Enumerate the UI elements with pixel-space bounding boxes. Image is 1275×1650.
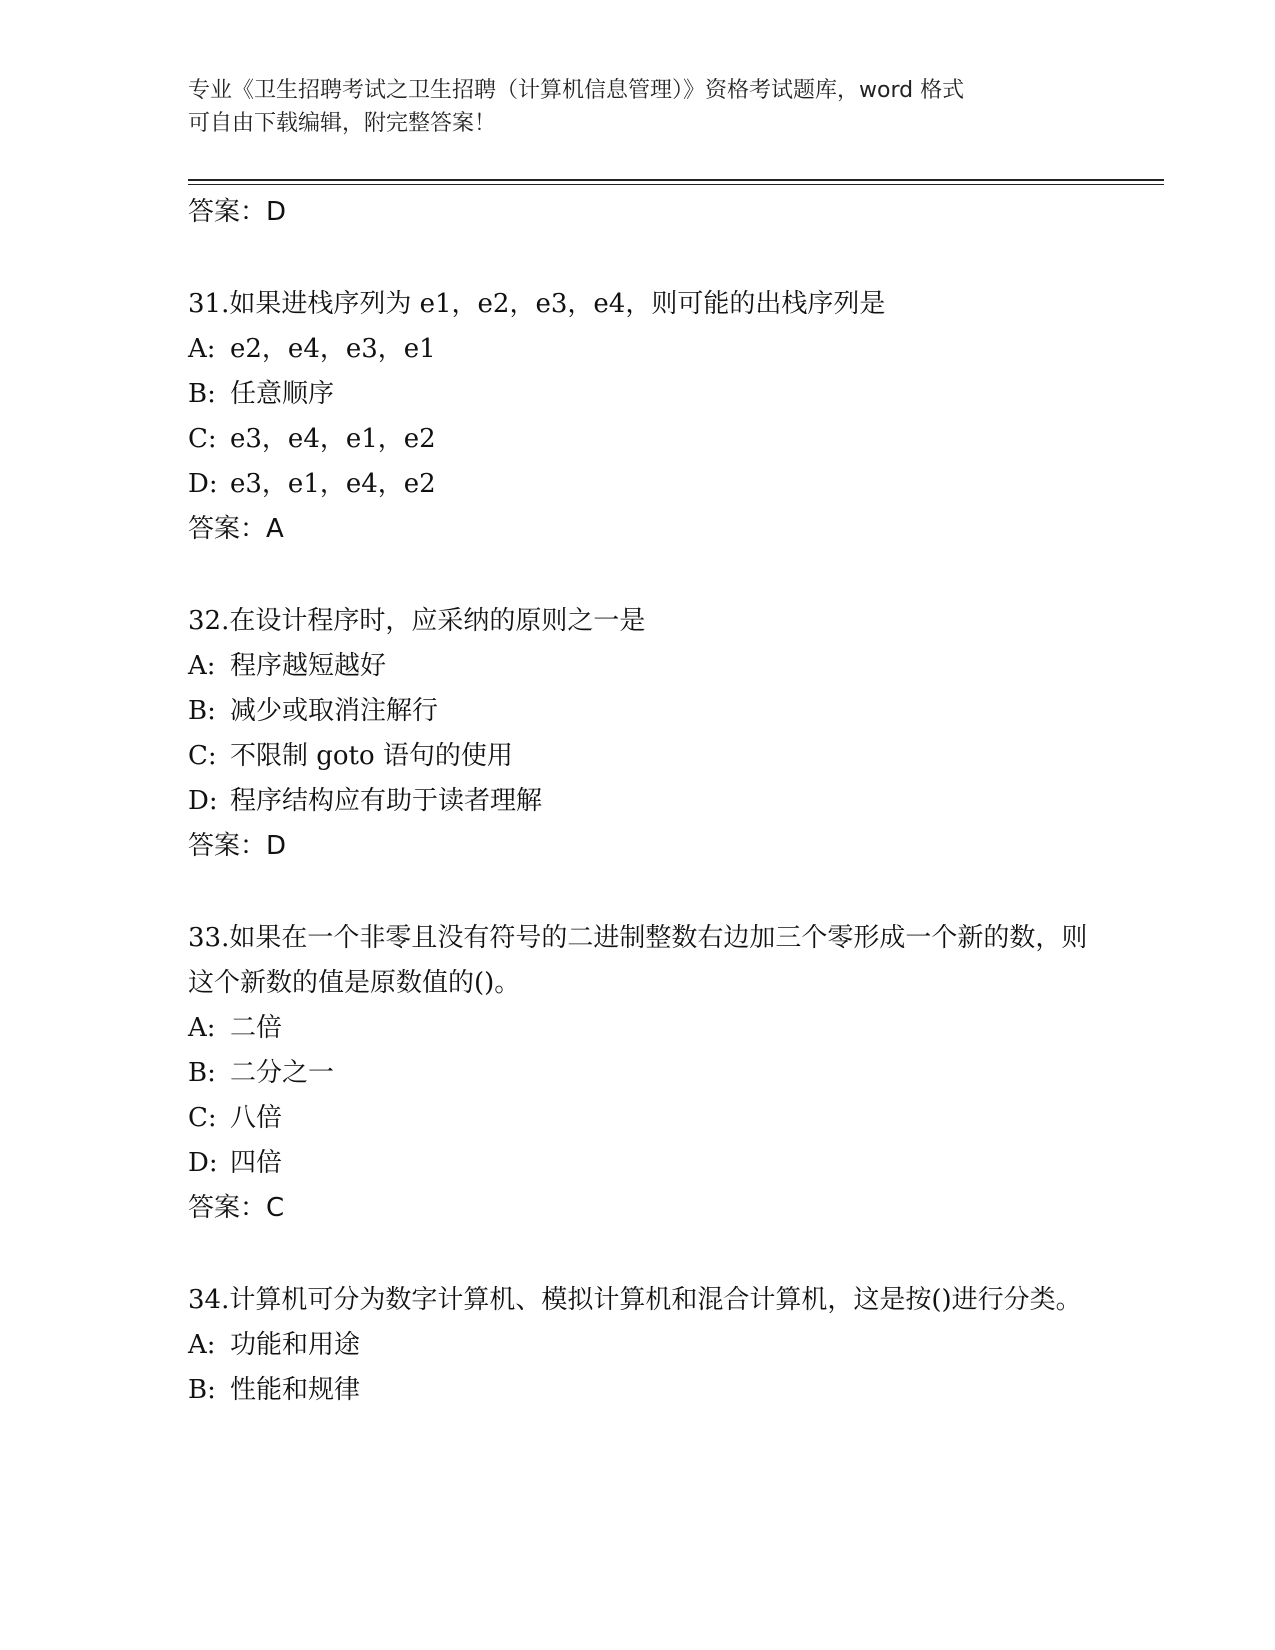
option-letter: D:	[188, 469, 218, 499]
option-text: 程序结构应有助于读者理解	[230, 786, 543, 816]
option-a	[188, 644, 1088, 689]
header-line-2: 可自由下载编辑，附完整答案！	[188, 111, 497, 136]
option-d	[188, 779, 1088, 824]
option-text: 四倍	[230, 1148, 283, 1178]
option-letter: C:	[188, 741, 217, 771]
option-d	[188, 462, 1088, 507]
option-text: 二倍	[230, 1013, 283, 1043]
option-d	[188, 1141, 1088, 1186]
answer-line: 答案：C	[188, 1193, 285, 1223]
answer-line: 答案：A	[188, 514, 284, 544]
option-letter: A:	[188, 1013, 216, 1043]
question-34	[188, 1278, 1088, 1413]
header-line-1: 专业《卫生招聘考试之卫生招聘（计算机信息管理）》资格考试题库，word 格式	[188, 78, 965, 103]
option-text: 不限制 goto 语句的使用	[230, 741, 513, 771]
option-a	[188, 1323, 1088, 1368]
option-b	[188, 372, 1088, 417]
option-letter: B:	[188, 696, 216, 726]
option-a	[188, 1006, 1088, 1051]
question-stem: 34.计算机可分为数字计算机、模拟计算机和混合计算机，这是按()进行分类。	[188, 1285, 1082, 1315]
option-text: 二分之一	[230, 1058, 335, 1088]
option-c	[188, 1096, 1088, 1141]
option-text: 功能和用途	[230, 1330, 361, 1360]
question-stem: 33.如果在一个非零且没有符号的二进制整数右边加三个零形成一个新的数，则这个新数的值是原数值的()。	[188, 923, 1088, 998]
option-text: 任意顺序	[230, 379, 335, 409]
header-divider	[188, 179, 1164, 185]
option-letter: C:	[188, 424, 217, 454]
option-text: 八倍	[230, 1103, 283, 1133]
option-text: 性能和规律	[230, 1375, 361, 1405]
question-stem: 31.如果进栈序列为 e1，e2，e3，e4，则可能的出栈序列是	[188, 289, 886, 319]
option-text: 程序越短越好	[230, 651, 387, 681]
answer-line: 答案：D	[188, 831, 287, 861]
option-letter: A:	[188, 651, 216, 681]
option-c	[188, 417, 1088, 462]
option-c	[188, 734, 1088, 779]
question-32	[188, 599, 1088, 869]
option-letter: C:	[188, 1103, 217, 1133]
option-letter: B:	[188, 379, 216, 409]
question-33	[188, 916, 1088, 1231]
option-letter: D:	[188, 786, 218, 816]
option-letter: B:	[188, 1058, 216, 1088]
option-letter: B:	[188, 1375, 216, 1405]
question-31	[188, 282, 1088, 552]
option-letter: A:	[188, 334, 216, 364]
option-text: e3，e4，e1，e2	[230, 424, 436, 454]
option-text: 减少或取消注解行	[230, 696, 439, 726]
document-header	[188, 74, 1088, 140]
answer-line: 答案：D	[188, 197, 287, 227]
option-b	[188, 689, 1088, 734]
option-b	[188, 1051, 1088, 1096]
option-text: e2，e4，e3，e1	[230, 334, 436, 364]
option-letter: A:	[188, 1330, 216, 1360]
question-list	[188, 190, 1088, 1460]
question-stem: 32.在设计程序时，应采纳的原则之一是	[188, 606, 646, 636]
option-letter: D:	[188, 1148, 218, 1178]
option-a	[188, 327, 1088, 372]
option-text: e3，e1，e4，e2	[230, 469, 436, 499]
option-b	[188, 1368, 1088, 1413]
